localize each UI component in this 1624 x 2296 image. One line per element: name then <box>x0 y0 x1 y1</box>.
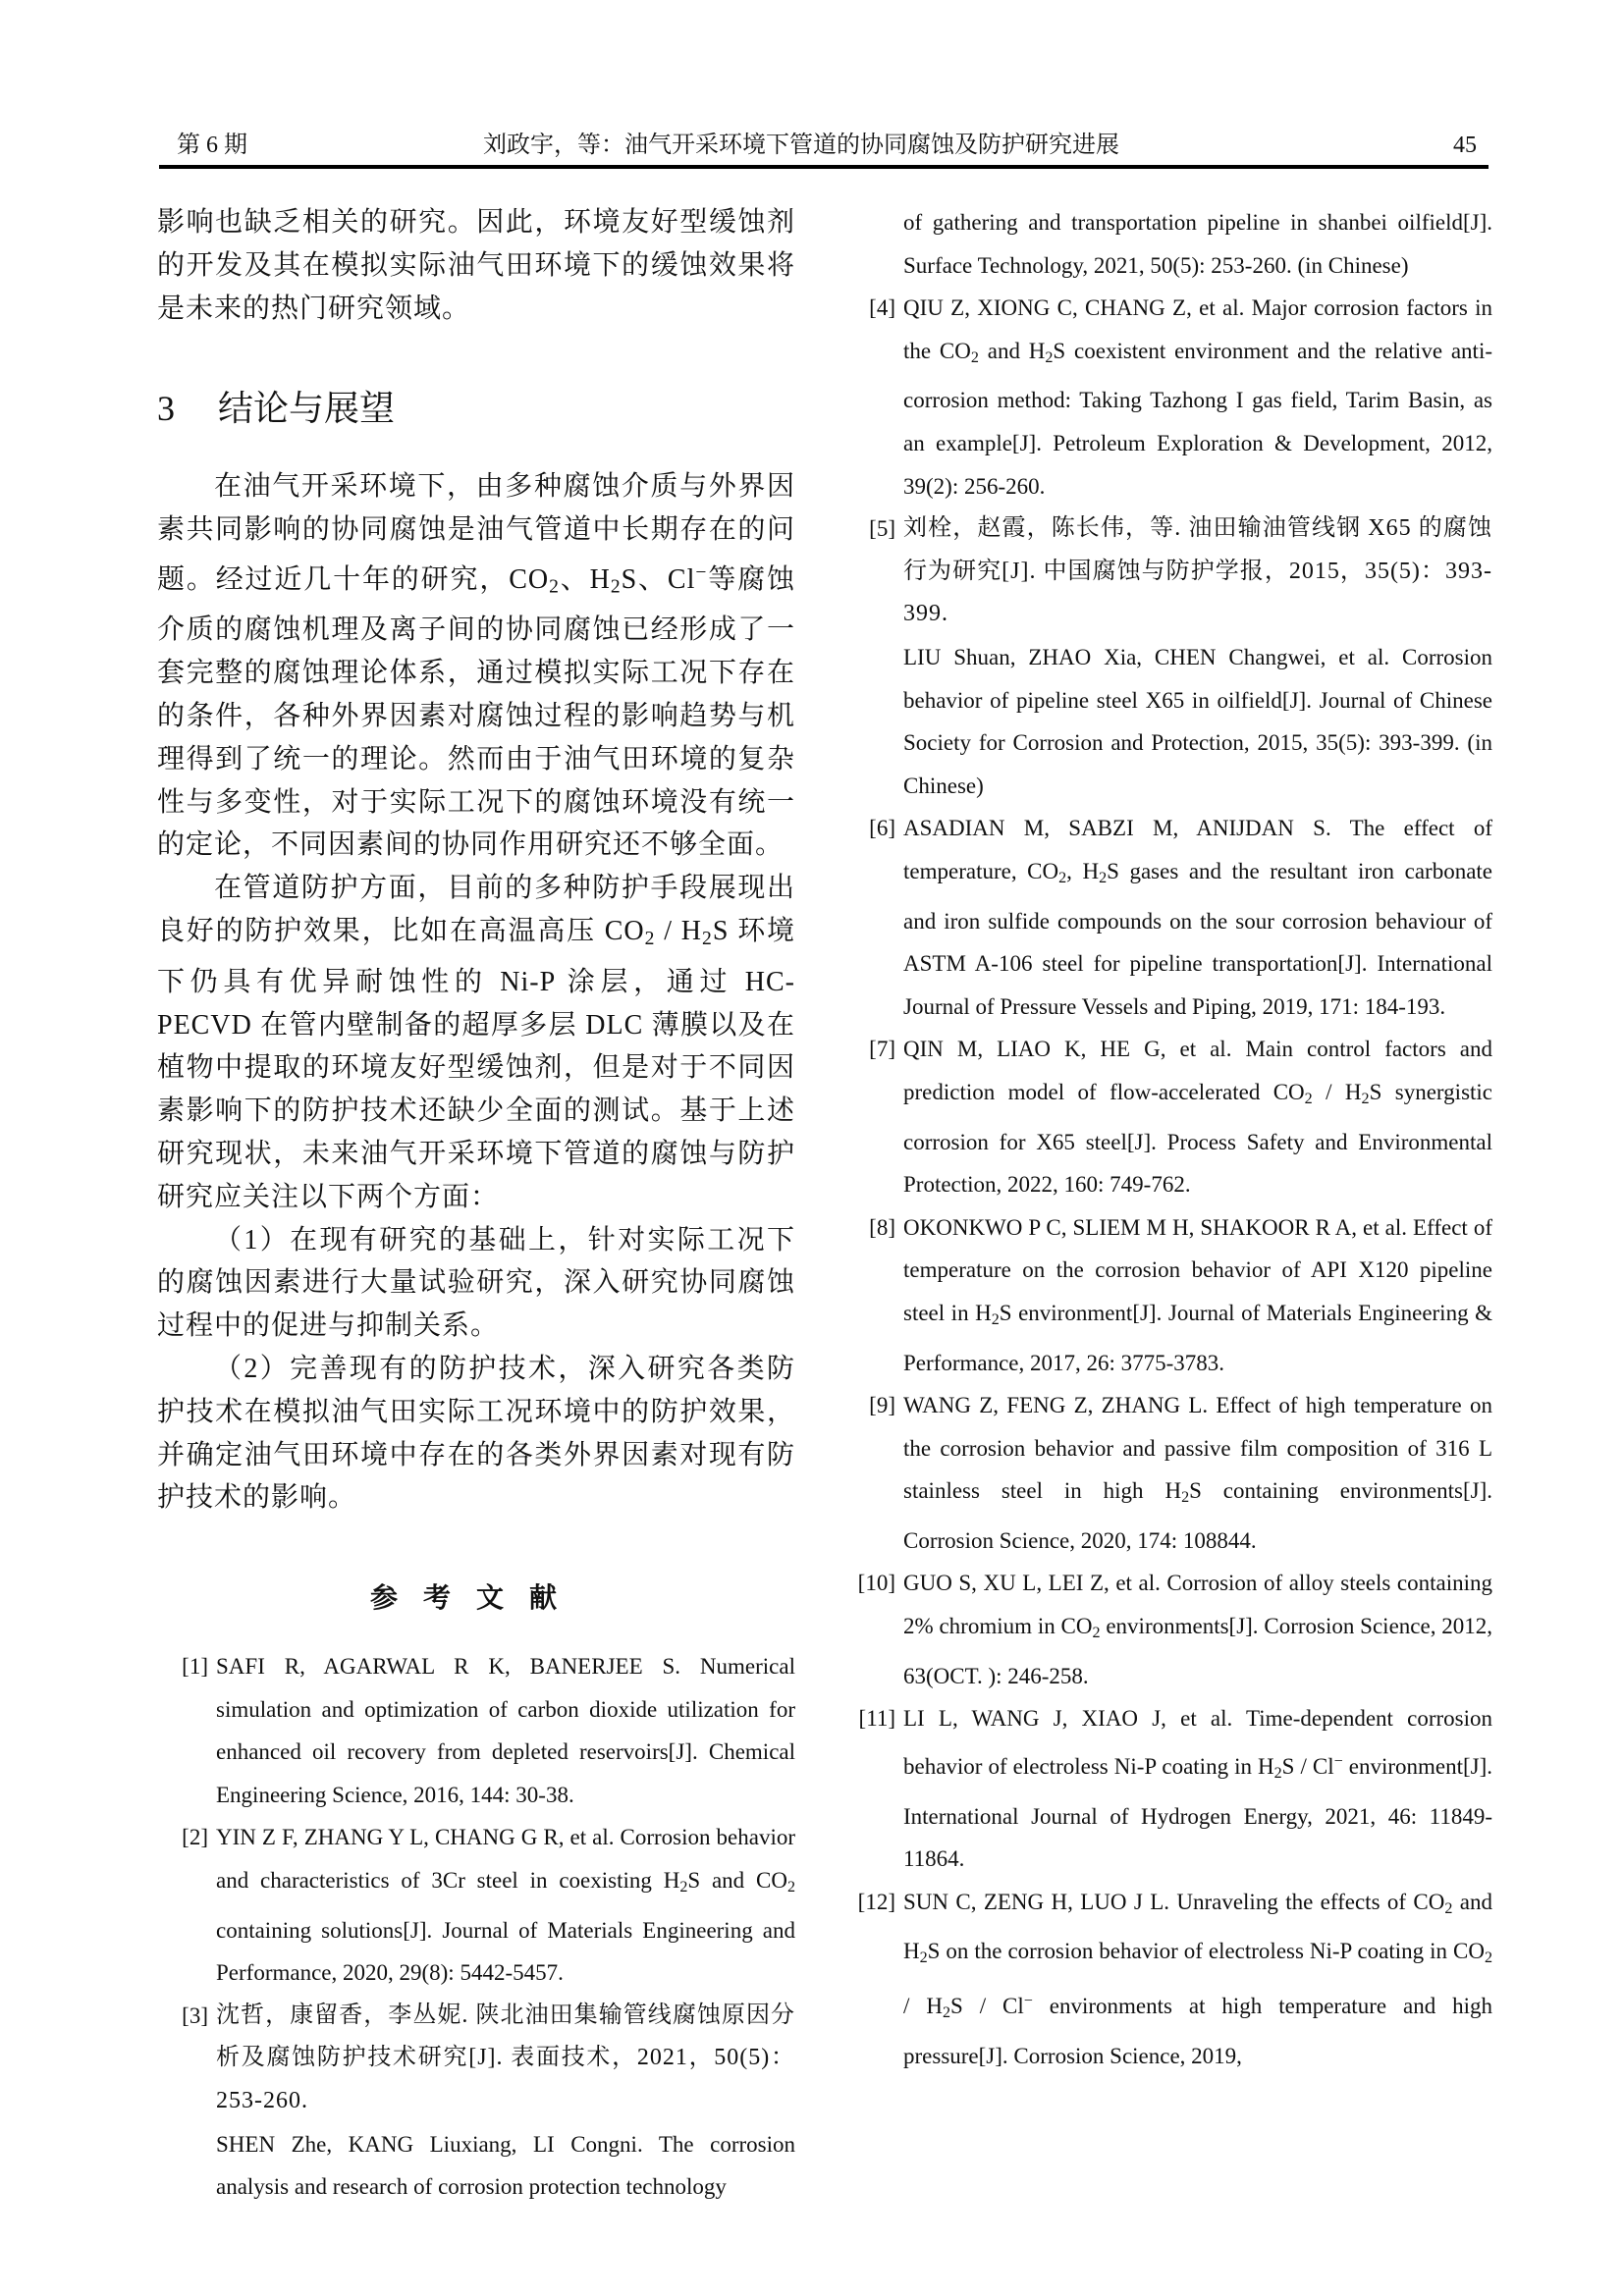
conclusion-item-2: （2）完善现有的防护技术，深入研究各类防护技术在模拟油气田实际工况环境中的防护效果，并确定油气田环境中存在的各类外界因素对现有防护技术的影响。 <box>157 1353 795 1514</box>
reference-tag: [8] <box>869 1214 895 1240</box>
reference-tag: [10] <box>857 1571 895 1596</box>
carryover-paragraph: 影响也缺乏相关的研究。因此，环境友好型缓蚀剂的开发及其在模拟实际油气田环境下的缓蚀效果将是未来的热门研究领域。 <box>157 207 795 324</box>
reference-tag: [3] <box>182 2002 208 2028</box>
section-title: 结论与展望 <box>218 389 396 429</box>
reference-7: [7] QIN M, LIAO K, HE G, et al. Main control factors and prediction model of flow-accelerated $CO_2 / H_2S$ synergistic corrosion for X65 steel[J]. Process Safety and Environmental Protection, 2022, 160: 749-762. <box>854 1028 1492 1205</box>
reference-tag: [6] <box>869 816 895 841</box>
reference-5: [5] 刘栓，赵霞，陈长伟，等. 油田输油管线钢 X65 的腐蚀行为研究[J]. 中国腐蚀与防护学报，2015，35(5)：393-399. LIU Shuan, ZHAO Xia, CHEN Changwei, et al. Corrosion behavior of pipeline steel X65 in oilfield[J]. Journal of Chinese Society for Corrosion and Protection, 2015, 35(5): 393-399. (in Chinese) <box>854 507 1492 807</box>
header-rule <box>159 165 1489 169</box>
reference-tag: [12] <box>857 1889 895 1914</box>
reference-tag: [7] <box>869 1037 895 1062</box>
section-number: 3 <box>157 389 175 429</box>
reference-4: [4] QIU Z, XIONG C, CHANG Z, et al. Major corrosion factors in the $CO_2$ and $H_2S$ coexistent environment and the relative anti-corrosion method: Taking Tazhong I gas field, Tarim Basin, as an example[J]. Petroleum Exploration & Development, 2012, 39(2): 256-260. <box>854 287 1492 507</box>
section-heading <box>157 385 795 432</box>
reference-tag: [1] <box>182 1654 208 1680</box>
page-number: 45 <box>1453 133 1477 158</box>
reference-tag: [2] <box>182 1825 208 1850</box>
reference-10: [10] GUO S, XU L, LEI Z, et al. Corrosion of alloy steels containing 2% chromium in $CO_2$ environments[J]. Corrosion Science, 2012, 63(OCT. ): 246-258. <box>854 1562 1492 1697</box>
reference-3-continued: of gathering and transportation pipeline in shanbei oilfield[J]. Surface Technology, 2021, 50(5): 253-260. (in Chinese) <box>903 210 1492 278</box>
reference-9: [9] WANG Z, FENG Z, ZHANG L. Effect of high temperature on the corrosion behavior and passive film composition of 316 L stainless steel in high $H_2S$ containing environments[J]. Corrosion Science, 2020, 174: 108844. <box>854 1384 1492 1562</box>
conclusion-item-1: （1）在现有研究的基础上，针对实际工况下的腐蚀因素进行大量试验研究，深入研究协同腐蚀过程中的促进与抑制关系。 <box>157 1224 795 1342</box>
conclusion-paragraph-1: 在油气开采环境下，由多种腐蚀介质与外界因素共同影响的协同腐蚀是油气管道中长期存在的问题。经过近几十年的研究，$CO_2$、$H_2S$、Cl−等腐蚀介质的腐蚀机理及离子间的协同腐蚀已经形成了一套完整的腐蚀理论体系，通过模拟实际工况下存在的条件，各种外界因素对腐蚀过程的影响趋势与机理得到了统一的理论。然而由于油气田环境的复杂性与多变性，对于实际工况下的腐蚀环境没有统一的定论，不同因素间的协同作用研究还不够全面。 <box>157 471 795 861</box>
references-heading: 参考文献 <box>369 1581 582 1615</box>
reference-tag: [5] <box>869 516 895 542</box>
reference-tag: [4] <box>869 295 895 321</box>
reference-8: [8] OKONKWO P C, SLIEM M H, SHAKOOR R A, et al. Effect of temperature on the corrosion behavior of API X120 pipeline steel in $H_2S$ environment[J]. Journal of Materials Engineering & Performance, 2017, 26: 3775-3783. <box>854 1206 1492 1384</box>
running-header <box>159 126 1487 165</box>
reference-2: [2] YIN Z F, ZHANG Y L, CHANG G R, et al. Corrosion behavior and characteristics of 3Cr steel in coexisting $H_2S$ and $CO_2$ containing solutions[J]. Journal of Materials Engineering and Performance, 2020, 29(8): 5442-5457. <box>157 1816 795 1994</box>
right-column <box>854 201 1492 2077</box>
reference-6: [6] ASADIAN M, SABZI M, ANIJDAN S. The effect of temperature, $CO_2$, $H_2S$ gases and the resultant iron carbonate and iron sulfide compounds on the sour corrosion behaviour of ASTM A-106 steel for pipeline transportation[J]. International Journal of Pressure Vessels and Piping, 2019, 171: 184-193. <box>854 807 1492 1028</box>
reference-11: [11] LI L, WANG J, XIAO J, et al. Time-dependent corrosion behavior of electroless Ni-P coating in $H_2S / Cl^-$ environment[J]. International Journal of Hydrogen Energy, 2021, 46: 11849-11864. <box>854 1697 1492 1880</box>
reference-tag: [9] <box>869 1393 895 1418</box>
reference-12: [12] SUN C, ZENG H, LUO J L. Unraveling the effects of $CO_2$ and $H_2S$ on the corrosion behavior of electroless Ni-P coating in $CO_2 / H_2S / Cl^-$ environments at high temperature and high pressure[J]. Corrosion Science, 2019, <box>854 1881 1492 2077</box>
reference-tag: [11] <box>858 1706 895 1732</box>
conclusion-paragraph-2: 在管道防护方面，目前的多种防护手段展现出良好的防护效果，比如在高温高压 $CO_2 / H_2S$ 环境下仍具有优异耐蚀性的 Ni-P 涂层，通过 HC-PECVD 在管内壁制备的超厚多层 DLC 薄膜以及在植物中提取的环境友好型缓蚀剂，但是对于不同因素影响下的防护技术还缺少全面的测试。基于上述研究现状，未来油气开采环境下管道的腐蚀与防护研究应关注以下两个方面： <box>157 873 795 1212</box>
issue-label: 第 6 期 <box>177 133 247 158</box>
reference-1: [1] SAFI R, AGARWAL R K, BANERJEE S. Numerical simulation and optimization of carbon dioxide utilization for enhanced oil recovery from depleted reservoirs[J]. Chemical Engineering Science, 2016, 144: 30-38. <box>157 1645 795 1816</box>
reference-3: [3] 沈哲，康留香，李丛妮. 陕北油田集输管线腐蚀原因分析及腐蚀防护技术研究[J]. 表面技术，2021，50(5)：253-260. SHEN Zhe, KANG Liuxiang, LI Congni. The corrosion analysis and research of corrosion protection technology <box>157 1995 795 2209</box>
left-column <box>157 201 795 2209</box>
running-title: 刘政宇，等：油气开采环境下管道的协同腐蚀及防护研究进展 <box>483 133 1119 158</box>
